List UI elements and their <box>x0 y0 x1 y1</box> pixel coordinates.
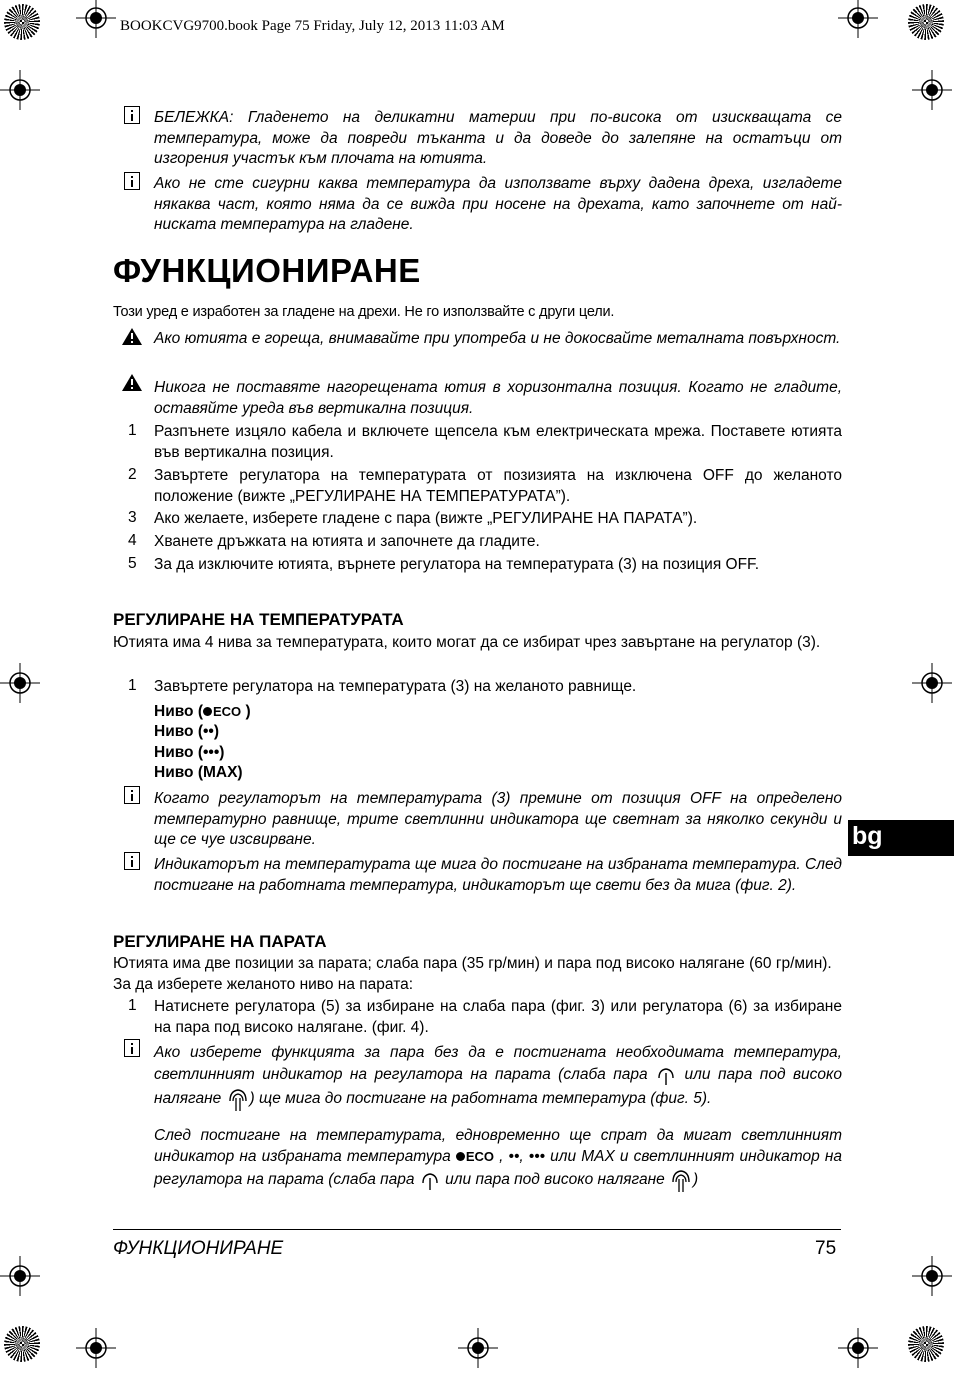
registration-mark-left-middle <box>0 663 40 703</box>
info-icon <box>124 786 140 804</box>
color-starburst-top-left <box>4 4 40 40</box>
step-text: Завъртете регулатора на температурата (3) на желаното равнище. <box>154 678 637 695</box>
step-number: 1 <box>128 422 137 439</box>
steam-section-title: РЕГУЛИРАНЕ НА ПАРАТА <box>113 932 327 951</box>
note-steam-before-temperature <box>154 1043 842 1112</box>
registration-mark-left-lower <box>0 1256 40 1296</box>
steam-intro: Ютията има две позиции за парата; слаба пара (35 гр/мин) и пара под високо налягане (60 гр/мин). За да изберете желаното ниво на парата: <box>113 955 832 993</box>
footer-section-name: ФУНКЦИОНИРАНЕ <box>113 1238 284 1259</box>
eco-label: ECO <box>465 1148 495 1164</box>
level-suffix: ) <box>241 703 251 720</box>
registration-mark-bottom-center <box>458 1328 498 1368</box>
warning-horizontal-position: Никога не поставяте нагорещената ютия в хоризонтална позиция. Когато не гладите, оставяйте уреда във вертикална позиция. <box>154 379 842 417</box>
temperature-intro: Ютията има 4 нива за температурата, които могат да се избират чрез завъртане на регулатор (3). <box>113 634 821 651</box>
step-number: 3 <box>128 509 137 526</box>
step-text: Ако желаете, изберете гладене с пара (вижте „РЕГУЛИРАНЕ НА ПАРАТА”). <box>154 510 698 527</box>
step-text: Хванете дръжката на ютията и започнете да гладите. <box>154 533 540 550</box>
step-text: Завъртете регулатора на температурата от позизията на изключена OFF до желаното положение (вижте „РЕГУЛИРАНЕ НА ТЕМПЕРАТУРАТА”). <box>154 467 842 505</box>
registration-mark-left-upper <box>0 70 40 110</box>
registration-mark-bottom-left <box>76 1328 116 1368</box>
print-header: BOOKCVG9700.book Page 75 Friday, July 12, 2013 11:03 AM <box>120 18 505 34</box>
info-icon <box>124 106 140 124</box>
step-number: 2 <box>128 466 137 483</box>
high-pressure-steam-icon <box>226 1086 250 1112</box>
step-text: Натиснете регулатора (5) за избиране на слаба пара (фиг. 3) или регулатора (6) за избиране на пара под високо налягане. (фиг. 4). <box>154 998 842 1036</box>
registration-mark-right-lower <box>912 1256 952 1296</box>
level-three-dots: Ниво (•••) <box>154 744 225 761</box>
step-number: 5 <box>128 555 137 572</box>
level-prefix: Ниво ( <box>154 703 203 720</box>
footer-divider <box>113 1229 841 1230</box>
step-number: 1 <box>128 997 137 1014</box>
step-text: За да изключите ютията, върнете регулатора на температурата (3) на позиция OFF. <box>154 556 760 573</box>
note-text: ) ще мига до постигане на работната температура (фиг. 5). <box>249 1089 712 1107</box>
eco-label: ECO <box>212 704 242 719</box>
info-icon <box>124 1039 140 1057</box>
note-indicator-flash: Индикаторът на температурата ще мига до постигане на избраната температура. След постигане на работната температура, индикаторът ще свети без да мига (фиг. 2). <box>154 856 842 894</box>
note-text: ) <box>693 1171 699 1189</box>
eco-dot-icon <box>203 707 212 716</box>
registration-mark-top-left <box>76 0 116 38</box>
registration-mark-top-right <box>838 0 878 38</box>
temperature-section-title: РЕГУЛИРАНЕ НА ТЕМПЕРАТУРАТА <box>113 610 404 629</box>
note-text: След постигане на температурата, едновременно ще спрат да мигат светлинният индикатор на избраната температура <box>154 1127 842 1165</box>
note-delicate-fabrics: БЕЛЕЖКА: Гладенето на деликатни материи при по-висока от изискващата се температура, може да повреди тъканта и да доведе до залепяне на остатъци от изгорения участък към плочата на ютията. <box>154 109 842 167</box>
page-number: 75 <box>815 1238 837 1259</box>
warning-hot-iron: Ако ютията е гореща, внимавайте при употреба и не докосвайте металната повърхност. <box>154 330 841 347</box>
section-title: ФУНКЦИОНИРАНЕ <box>113 252 421 289</box>
registration-mark-bottom-right <box>838 1328 878 1368</box>
color-starburst-top-right <box>908 4 944 40</box>
note-text: , ••, ••• или MAX и светлинният индикатор на регулатора на парата (слаба пара <box>154 1147 842 1189</box>
color-starburst-bottom-left <box>4 1326 40 1362</box>
level-max: Ниво (MAX) <box>154 764 243 781</box>
eco-dot-icon <box>456 1152 465 1161</box>
step-number: 4 <box>128 532 137 549</box>
language-tab: bg <box>848 820 954 856</box>
level-eco <box>154 703 251 721</box>
step-number: 1 <box>128 677 137 694</box>
section-intro: Този уред е изработен за гладене на дрехи. Не го използвайте с други цели. <box>113 304 615 320</box>
level-two-dots: Ниво (••) <box>154 723 219 740</box>
note-text: или пара под високо налягане <box>154 1065 842 1107</box>
color-starburst-bottom-right <box>908 1326 944 1362</box>
info-icon <box>124 172 140 190</box>
note-after-temperature <box>154 1126 842 1193</box>
note-text: или пара под високо налягане <box>440 1171 670 1189</box>
warning-icon <box>122 374 142 391</box>
registration-mark-right-upper <box>912 70 952 110</box>
note-indicators-light-up: Когато регулаторът на температурата (3) премине от позиция OFF на определено температурно равнище, трите светлинни индикатора ще светнат за няколко секунди и ще се чуе изсвирване. <box>154 790 842 848</box>
info-icon <box>124 852 140 870</box>
low-steam-icon <box>419 1169 441 1191</box>
note-test-temperature: Ако не сте сигурни каква температура да използвате върху дадена дреха, изгладете някаква част, която няма да се вижда при носене на дрехата, като започнете от най-ниската температура на гладене. <box>154 175 842 233</box>
low-steam-icon <box>655 1064 677 1086</box>
registration-mark-right-middle <box>912 663 952 703</box>
high-pressure-steam-icon <box>669 1167 693 1193</box>
warning-icon <box>122 328 142 345</box>
note-text: Ако изберете функцията за пара без да е постигната необходимата температура, светлинният индикатор на регулатора на парата (слаба пара <box>154 1044 842 1083</box>
step-text: Разпънете изцяло кабела и включете щепсела към електрическата мрежа. Поставете ютията във вертикална позиция. <box>154 423 842 461</box>
